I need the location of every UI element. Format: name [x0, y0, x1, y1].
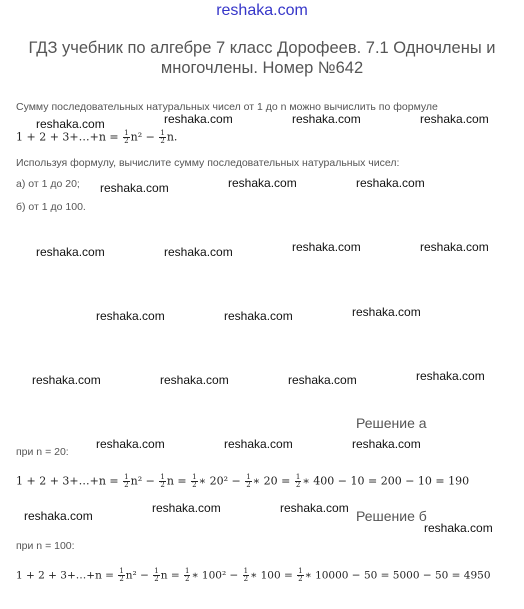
watermark: reshaka.com	[420, 240, 489, 254]
watermark: reshaka.com	[416, 369, 485, 383]
watermark: reshaka.com	[96, 309, 165, 323]
solution-a-term: n =	[166, 474, 187, 488]
watermark: reshaka.com	[424, 521, 493, 535]
solution-a-formula	[16, 474, 469, 489]
solution-a-heading: Решение а	[356, 415, 427, 431]
watermark: reshaka.com	[292, 112, 361, 126]
solution-b-term: n² −	[125, 569, 149, 582]
solution-b-condition: при n = 100:	[16, 540, 75, 552]
task-formula	[16, 130, 177, 145]
watermark: reshaka.com	[224, 309, 293, 323]
solution-b-heading: Решение б	[356, 508, 427, 524]
site-link[interactable]: reshaka.com	[216, 2, 308, 19]
task-instruction: Используя формулу, вычислите сумму последовательных натуральных чисел:	[16, 157, 400, 169]
watermark: reshaka.com	[160, 373, 229, 387]
watermark: reshaka.com	[32, 373, 101, 387]
solution-a-result: ∗ 400 − 10 = 200 − 10 = 190	[302, 474, 470, 488]
solution-a-term: n² −	[130, 474, 155, 488]
fraction-half: $\frac{1}{2}$	[124, 473, 129, 489]
task-item-b: б) от 1 до 100.	[16, 201, 86, 213]
solution-a-term: ∗ 20² −	[198, 474, 241, 488]
watermark: reshaka.com	[100, 181, 169, 195]
fraction-half: $\frac{1}{2}$	[243, 567, 249, 583]
solution-b-term: ∗ 100² −	[191, 569, 239, 582]
watermark: reshaka.com	[288, 373, 357, 387]
watermark: reshaka.com	[164, 245, 233, 259]
page-title: ГДЗ учебник по алгебре 7 класс Дорофеев. 7.1 Одночлены и многочлены. Номер №642	[28, 39, 496, 77]
task-item-a: а) от 1 до 20;	[16, 178, 80, 190]
solution-b-term: n =	[160, 569, 180, 582]
watermark: reshaka.com	[224, 437, 293, 451]
fraction-half: $\frac{1}{2}$	[119, 567, 124, 583]
formula-n-squared: n² −	[130, 130, 155, 144]
fraction-half: $\frac{1}{2}$	[298, 567, 303, 583]
fraction-half: $\frac{1}{2}$	[154, 567, 159, 583]
fraction-half: $\frac{1}{2}$	[184, 567, 190, 583]
watermark: reshaka.com	[420, 112, 489, 126]
solution-b-result: ∗ 10000 − 50 = 5000 − 50 = 4950	[304, 569, 491, 582]
watermark: reshaka.com	[164, 112, 233, 126]
watermark: reshaka.com	[24, 509, 93, 523]
formula-n: n.	[166, 130, 178, 144]
watermark: reshaka.com	[352, 437, 421, 451]
watermark: reshaka.com	[152, 501, 221, 515]
watermark: reshaka.com	[352, 305, 421, 319]
solution-a-condition: при n = 20:	[16, 446, 69, 458]
watermark: reshaka.com	[36, 245, 105, 259]
task-intro: Сумму последовательных натуральных чисел от 1 до n можно вычислить по формуле	[16, 101, 438, 113]
solution-b-lhs: 1 + 2 + 3+…+n =	[16, 569, 114, 582]
solution-a-term: ∗ 20 =	[252, 474, 291, 488]
solution-b-term: ∗ 100 =	[250, 569, 293, 582]
watermark: reshaka.com	[280, 501, 349, 515]
watermark: reshaka.com	[228, 176, 297, 190]
fraction-half: $\frac{1}{2}$	[246, 473, 251, 489]
fraction-half: $\frac{1}{2}$	[192, 473, 197, 489]
fraction-half: $\frac{1}{2}$	[160, 129, 165, 145]
solution-a-lhs: 1 + 2 + 3+…+n =	[16, 474, 119, 488]
watermark: reshaka.com	[356, 176, 425, 190]
watermark: reshaka.com	[36, 117, 105, 131]
fraction-half: $\frac{1}{2}$	[160, 473, 165, 489]
fraction-half: $\frac{1}{2}$	[295, 473, 301, 489]
watermark: reshaka.com	[292, 240, 361, 254]
watermark: reshaka.com	[96, 437, 165, 451]
fraction-half: $\frac{1}{2}$	[124, 129, 129, 145]
formula-lhs: 1 + 2 + 3+…+n =	[16, 130, 119, 144]
solution-b-formula	[16, 568, 491, 583]
